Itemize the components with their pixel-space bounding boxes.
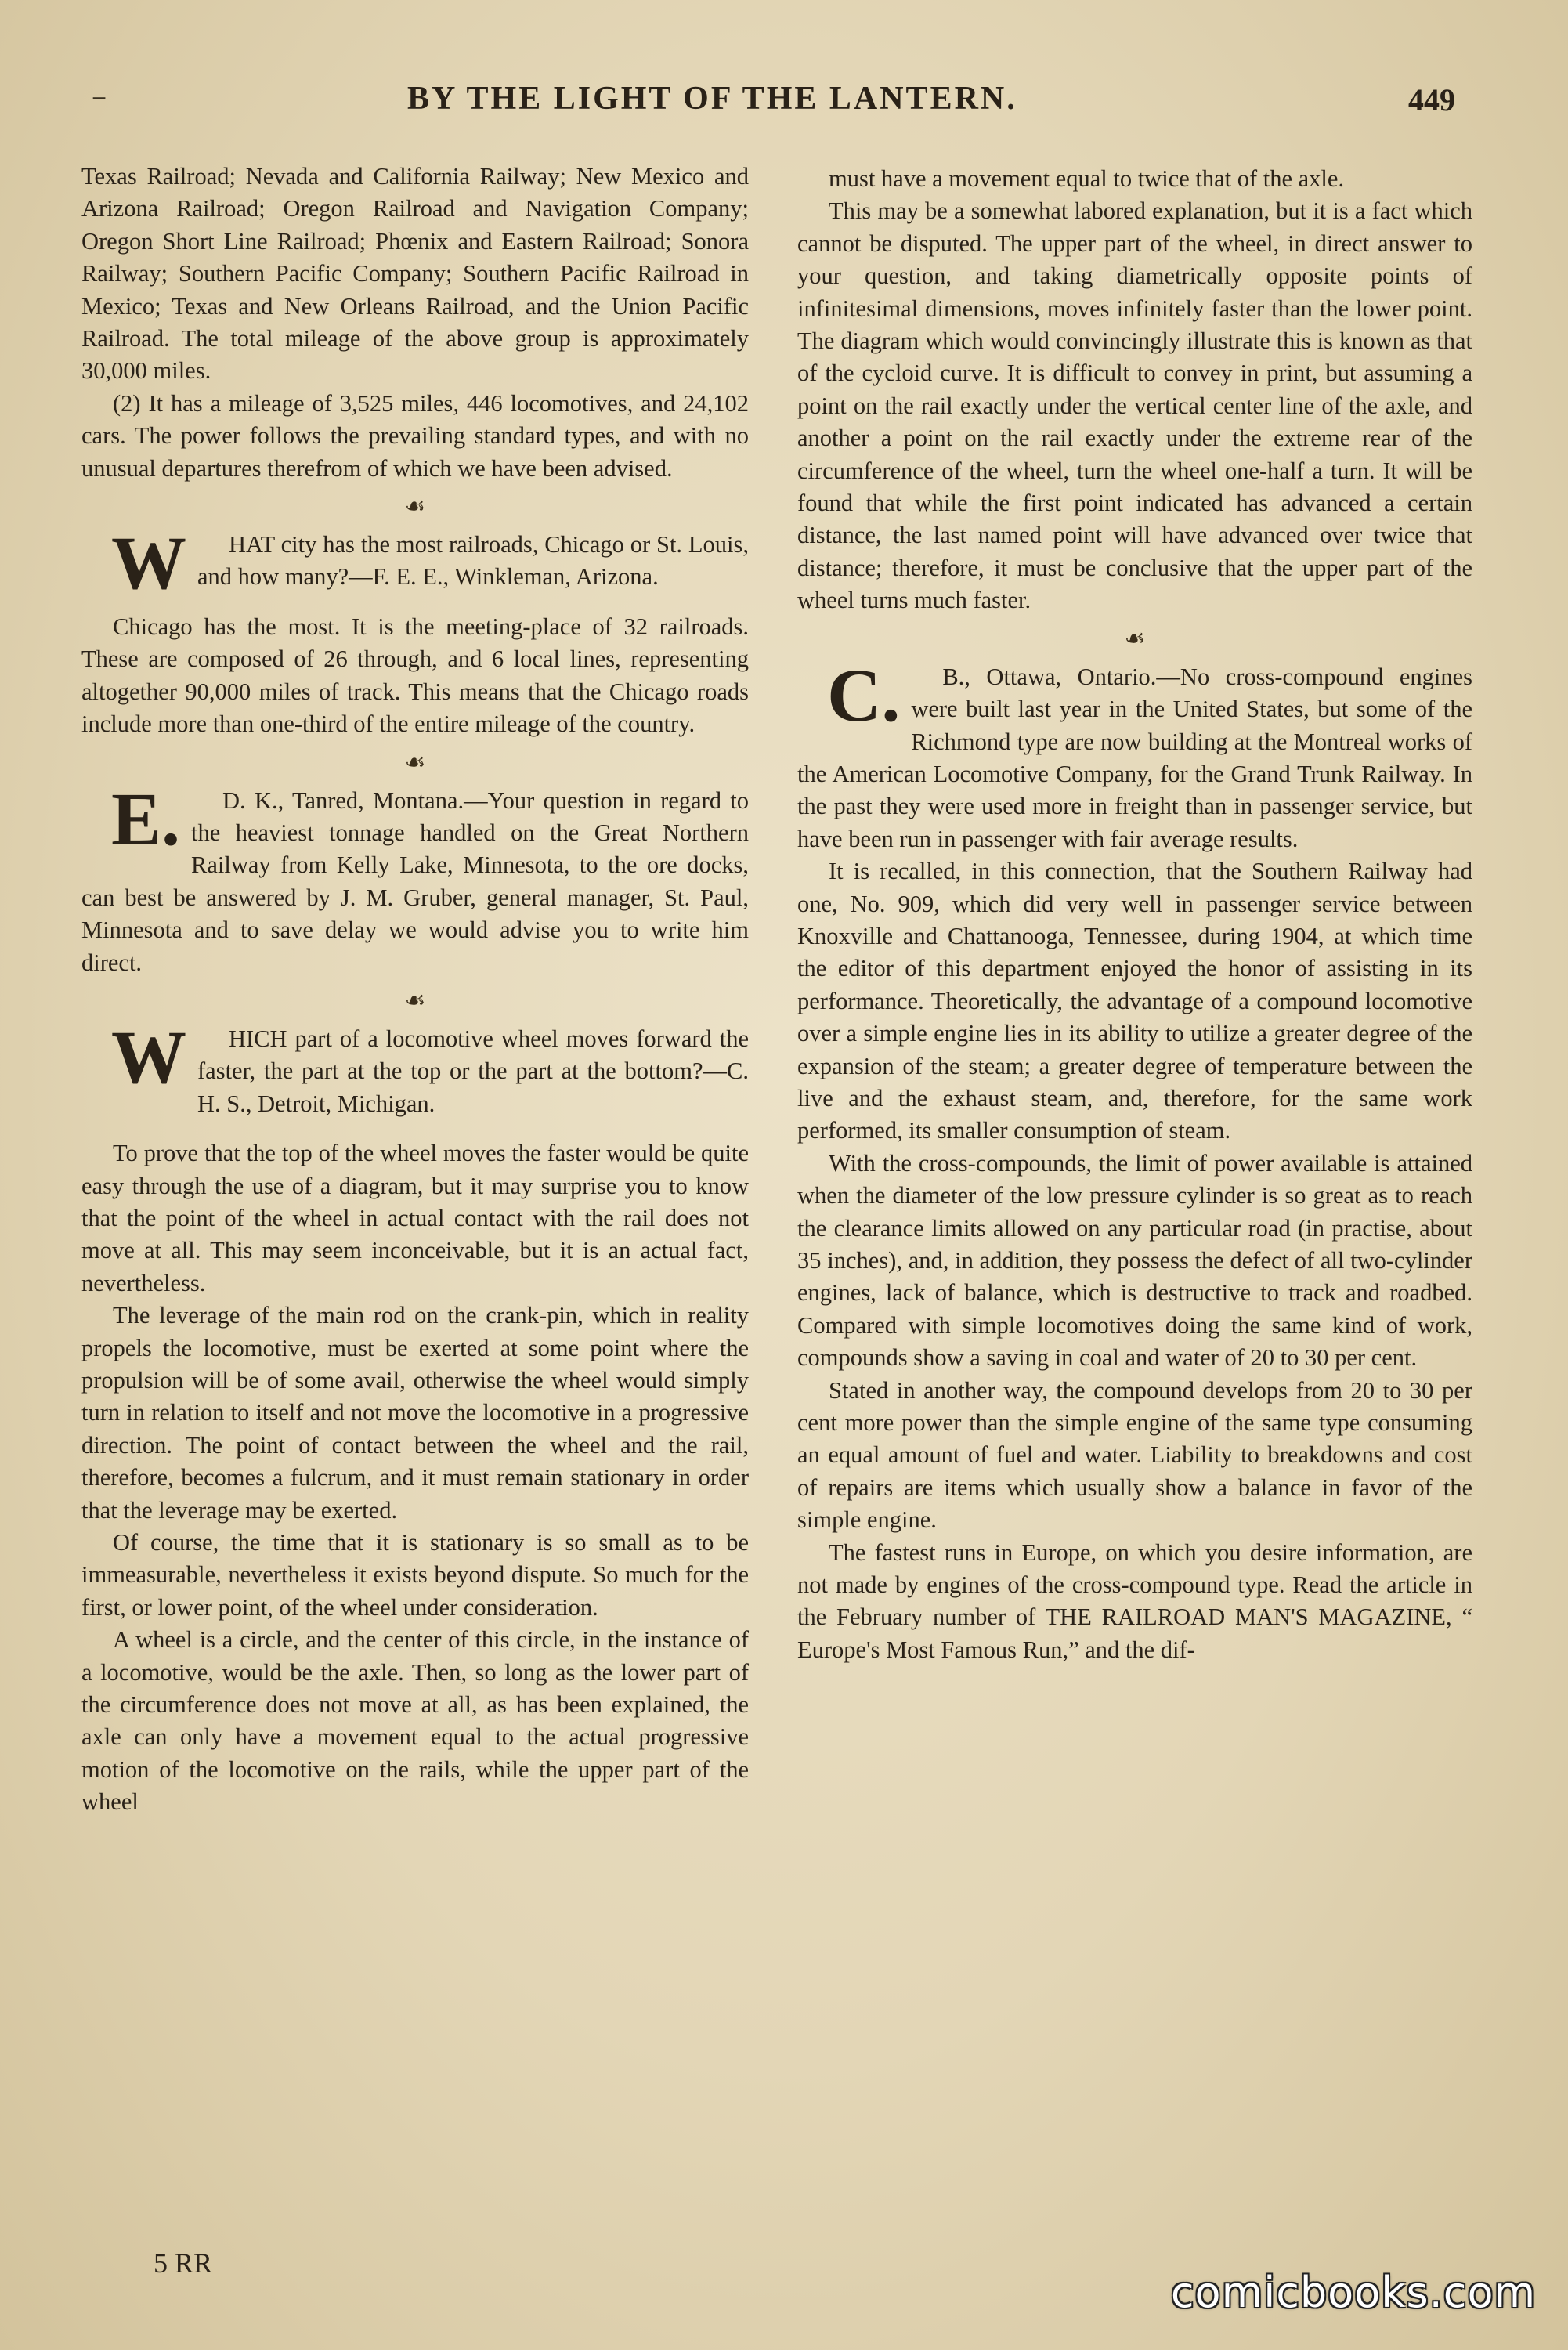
paragraph: This may be a somewhat labored explanation, but it is a fact which cannot be disputed. The upper part of the wheel, in direct answer to your question, and taking diametrically opposite points of infinitesimal dimensions, moves infinitely faster than the lower point. The diagram which would convincingly illustrate this is known as that of the cycloid curve. It is difficult to convey in print, but assuming a point on the rail exactly under the vertical center line of the axle, and another a point on the rail exactly under the extreme rear of the circumference of the wheel, turn the wheel one-half a turn. It will be found that while the first point indicated has advanced a certain distance, the last named point will have advanced over twice that distance; therefore, it must be conclusive that the upper part of the wheel turns much faster.: [797, 197, 1472, 614]
answer: The fastest runs in Europe, on which you desire information, are not made by engines of the cross-compound type. Read the article in the February number of THE RAILROAD MAN'S MAGAZINE, “ Europe's Most Famous Run,” and the dif-: [797, 1538, 1472, 1663]
answer: Chicago has the most. It is the meeting-place of 32 railroads. These are composed of 26 through, and 6 local lines, representing altogether 90,000 miles of track. This means that the Chicago roads include more than one-third of the entire mileage of the country.: [81, 613, 749, 738]
paragraph: (2) It has a mileage of 3,525 miles, 446 locomotives, and 24,102 cars. The power follows the prevailing standard types, and with no unusual departures therefrom of which we have been advised.: [81, 389, 749, 482]
running-title: BY THE LIGHT OF THE LANTERN.: [407, 81, 1017, 117]
answer: With the cross-compounds, the limit of power available is attained when the diameter of the low pressure cylinder is so great as to reach the clearance limits allowed on any particular road (in practise, about 35 inches), and, in addition, they possess the defect of all two-cylinder engines, lack of balance, which is destructive to track and roadbed. Compared with simple locomotives doing the same kind of work, compounds show a saving in coal and water of 20 to 30 per cent.: [797, 1149, 1472, 1372]
paragraph: must have a movement equal to twice that of the axle.: [829, 165, 1345, 192]
paragraph: Texas Railroad; Nevada and California Railway; New Mexico and Arizona Railroad; Oregon Railroad and Navigation Company; Oregon Short Line Railroad; Phœnix and Eastern Railroad; Sonora Railway; Southern Pacific Company; Southern Pacific Railroad in Mexico; Texas and New Orleans Railroad, and the Union Pacific Railroad. The total mileage of the above group is approximately 30,000 miles.: [81, 163, 749, 385]
question: [797, 653, 1472, 855]
answer: Of course, the time that it is stationary is so small as to be immeasurable, nevertheless it exists beyond dispute. So much for the first, or lower point, of the wheel under consideration.: [81, 1529, 749, 1621]
page-number: 449: [1408, 82, 1455, 118]
ornament-icon: ☙: [404, 494, 426, 520]
ornament-icon: ☙: [404, 987, 426, 1014]
signature-mark: 5 RR: [154, 2247, 213, 2279]
answer: It is recalled, in this connection, that the Southern Railway had one, No. 909, which did very well in passenger service between Knoxville and Chattanooga, Tennessee, during 1904, at which time the editor of this department enjoyed the honor of assisting in its performance. Theoretically, the advantage of a compound locomotive over a simple engine lies in its ability to utilize a greater degree of the expansion of the steam; a greater degree of temperature between the live and the exhaust steam, and, therefore, for the same work performed, its smaller consumption of steam.: [797, 858, 1472, 1144]
question: [81, 521, 749, 606]
question: [81, 1014, 749, 1120]
question: [81, 776, 749, 979]
question-text: HAT city has the most railroads, Chicago or St. Louis, and how many?—F. E. E., Winkleman, Arizona.: [197, 531, 749, 591]
answer: To prove that the top of the wheel moves the faster would be quite easy through the use of a diagram, but it may surprise you to know that the point of the wheel in actual contact with the rail does not move at all. This may seem inconceivable, but it is an actual fact, nevertheless.: [81, 1140, 749, 1296]
answer: The leverage of the main rod on the crank-pin, which in reality propels the locomotive, must be exerted at some point where the propulsion will be of some avail, otherwise the wheel would simply turn in relation to itself and not move the locomotive in a progressive direction. The point of contact between the wheel and the rail, therefore, becomes a fulcrum, and it must remain stationary in order that the leverage may be exerted.: [81, 1302, 749, 1524]
drop-cap: W: [111, 521, 186, 606]
drop-cap: E.: [111, 776, 181, 861]
page-header: [0, 77, 1568, 124]
question-text: D. K., Tanred, Montana.—Your question in regard to the heaviest tonnage handled on the Great Northern Railway from Kelly Lake, Minnesota, to the ore docks, can best be answered by J. M. Gruber, general manager, St. Paul, Minnesota and to save delay we would advise you to write him direct.: [81, 786, 749, 976]
right-column: [797, 163, 1472, 1666]
question-text: HICH part of a locomotive wheel moves forward the faster, the part at the top or the part at the bottom?—C. H. S., Detroit, Michigan.: [197, 1025, 749, 1117]
drop-cap: C.: [827, 653, 901, 737]
answer: Stated in another way, the compound develops from 20 to 30 per cent more power than the simple engine of the same type consuming an equal amount of fuel and water. Liability to breakdowns and cost of repairs are items which usually show a balance in favor of the simple engine.: [797, 1376, 1472, 1534]
question-text: B., Ottawa, Ontario.—No cross-compound engines were built last year in the United States, but some of the Richmond type are now building at the Montreal works of the American Locomotive Company, for the Grand Trunk Railway. In the past they were used more in freight than in passenger service, but have been run in passenger with fair average results.: [797, 663, 1472, 852]
left-column: [81, 161, 749, 1819]
header-mark: ⁻: [91, 85, 108, 121]
watermark: comicbooks.com: [1170, 2268, 1537, 2317]
ornament-icon: ☙: [404, 749, 426, 776]
drop-cap: W: [111, 1014, 186, 1099]
ornament-icon: ☙: [1124, 625, 1146, 652]
answer: A wheel is a circle, and the center of this circle, in the instance of a locomotive, would be the axle. Then, so long as the lower part of the circumference does not move at all, as has been explained, the axle can only have a movement equal to the actual progressive motion of the locomotive on the rails, while the upper part of the wheel: [81, 1626, 749, 1816]
